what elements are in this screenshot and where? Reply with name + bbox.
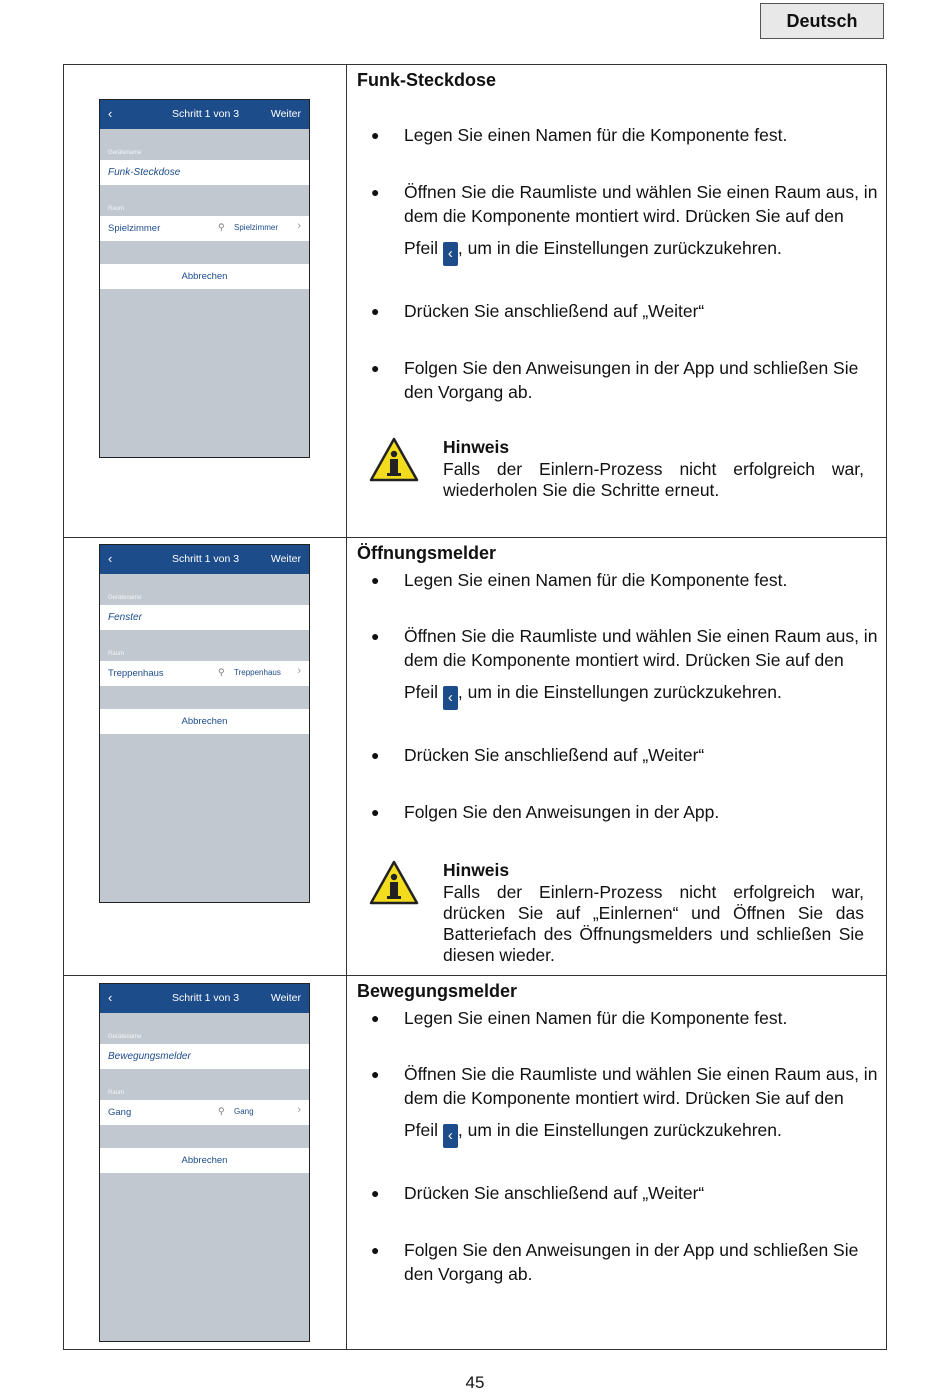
- app-header: [100, 100, 309, 129]
- device-name-field: Bewegungsmelder: [100, 1044, 309, 1069]
- section-row-oeffnungsmelder: [64, 538, 887, 976]
- language-tab: Deutsch: [760, 3, 884, 39]
- bullet-icon: ●: [371, 303, 380, 319]
- next-button: Weiter: [270, 553, 301, 565]
- room-icon: ⚲: [218, 667, 225, 677]
- list-item: ● Legen Sie einen Namen für die Komponente fest.: [371, 570, 788, 590]
- back-arrow-icon: ‹: [443, 242, 458, 266]
- step-list: [357, 568, 886, 824]
- room-value: Gang: [108, 1107, 132, 1118]
- cancel-button: Abbrechen: [100, 709, 309, 734]
- section-title: Bewegungsmelder: [357, 981, 518, 1001]
- bullet-icon: ●: [371, 1185, 380, 1201]
- list-item: ● Drücken Sie anschließend auf „Weiter“: [371, 301, 705, 321]
- device-name-field: Funk-Steckdose: [100, 160, 309, 185]
- list-item: ● Drücken Sie anschließend auf „Weiter“: [371, 745, 705, 765]
- name-section-label: Gerätename: [108, 150, 142, 156]
- phone-screenshot-cell: [64, 538, 347, 976]
- back-chevron-icon: ‹: [108, 551, 113, 566]
- next-button: Weiter: [270, 108, 301, 120]
- back-arrow-icon: ‹: [443, 1124, 458, 1148]
- chevron-right-icon: ›: [297, 220, 301, 232]
- note-text: Falls der Einlern-Prozess nicht erfolgreich war, drücken Sie auf „Einlernen“ und Öffnen Sie das Batteriefach des Öffnungsmelders und schließen Sie diesen wieder.: [443, 882, 864, 965]
- device-name-field: Fenster: [100, 605, 309, 630]
- room-row: [100, 216, 309, 241]
- section-row-funk-steckdose: [64, 65, 887, 538]
- name-section-label: Gerätename: [108, 595, 142, 601]
- phone-screenshot: [99, 99, 310, 458]
- list-item: ● Öffnen Sie die Raumliste und wählen Sie einen Raum aus, in dem die Komponente montiert wird. Drücken Sie auf den Pfeil ‹ , um in die Einstellungen zurückzukehren.: [357, 180, 886, 266]
- step-indicator: Schritt 1 von 3: [172, 992, 240, 1004]
- step-list: [357, 123, 886, 404]
- phone-screenshot: [99, 983, 310, 1342]
- bullet-icon: ●: [371, 360, 380, 376]
- back-arrow-icon: ‹: [443, 686, 458, 710]
- instruction-text-cell: [347, 65, 887, 538]
- room-selected: Treppenhaus: [234, 668, 281, 677]
- bullet-icon: ●: [371, 127, 380, 143]
- instruction-text-cell: [347, 976, 887, 1350]
- room-row: [100, 1100, 309, 1125]
- room-section-label: Raum: [108, 206, 125, 212]
- page-number: 45: [465, 1373, 485, 1392]
- room-selected: Gang: [234, 1107, 254, 1116]
- back-chevron-icon: ‹: [108, 106, 113, 121]
- bullet-icon: ●: [371, 804, 380, 820]
- chevron-right-icon: ›: [297, 665, 301, 677]
- room-icon: ⚲: [218, 1106, 225, 1116]
- instruction-table: [63, 64, 887, 1350]
- cancel-button: Abbrechen: [100, 264, 309, 289]
- warning-info-icon: [369, 437, 419, 483]
- warning-info-icon: [369, 860, 419, 906]
- room-selected: Spielzimmer: [234, 223, 279, 232]
- bullet-icon: ●: [371, 747, 380, 763]
- section-row-bewegungsmelder: [64, 976, 887, 1350]
- list-item: ● Folgen Sie den Anweisungen in der App und schließen Sie den Vorgang ab.: [371, 1240, 859, 1284]
- step-indicator: Schritt 1 von 3: [172, 553, 240, 565]
- room-section-label: Raum: [108, 1090, 125, 1096]
- list-item: ● Legen Sie einen Namen für die Komponente fest.: [371, 1008, 788, 1028]
- list-item: ● Öffnen Sie die Raumliste und wählen Sie einen Raum aus, in dem die Komponente montiert wird. Drücken Sie auf den Pfeil ‹ , um in die Einstellungen zurückzukehren.: [357, 624, 886, 710]
- bullet-icon: ●: [371, 184, 380, 200]
- bullet-icon: ●: [371, 628, 380, 644]
- room-value: Spielzimmer: [108, 223, 161, 234]
- back-chevron-icon: ‹: [108, 990, 113, 1005]
- bullet-icon: ●: [371, 1010, 380, 1026]
- bullet-icon: ●: [371, 572, 380, 588]
- phone-screenshot-cell: [64, 65, 347, 538]
- bullet-icon: ●: [371, 1242, 380, 1258]
- room-icon: ⚲: [218, 222, 225, 232]
- step-list: [357, 1006, 886, 1286]
- app-header: [100, 545, 309, 574]
- list-item: ● Öffnen Sie die Raumliste und wählen Sie einen Raum aus, in dem die Komponente montiert wird. Drücken Sie auf den Pfeil ‹ , um in die Einstellungen zurückzukehren.: [357, 1062, 886, 1148]
- chevron-right-icon: ›: [297, 1104, 301, 1116]
- list-item: ● Drücken Sie anschließend auf „Weiter“: [371, 1183, 705, 1203]
- section-title: Öffnungsmelder: [357, 543, 497, 563]
- bullet-icon: ●: [371, 1066, 380, 1082]
- list-item: ● Legen Sie einen Namen für die Komponente fest.: [371, 125, 788, 145]
- app-header: [100, 984, 309, 1013]
- room-value: Treppenhaus: [108, 668, 164, 679]
- note-title: Hinweis: [443, 437, 510, 457]
- list-item: ● Folgen Sie den Anweisungen in der App und schließen Sie den Vorgang ab.: [371, 358, 859, 402]
- list-item: ● Folgen Sie den Anweisungen in der App.: [371, 802, 720, 822]
- note-text: Falls der Einlern-Prozess nicht erfolgreich war, wiederholen Sie die Schritte erneut.: [443, 459, 864, 500]
- name-section-label: Gerätename: [108, 1034, 142, 1040]
- note-title: Hinweis: [443, 860, 510, 880]
- phone-screenshot: [99, 544, 310, 903]
- phone-screenshot-cell: [64, 976, 347, 1350]
- step-indicator: Schritt 1 von 3: [172, 108, 240, 120]
- section-title: Funk-Steckdose: [357, 70, 497, 90]
- next-button: Weiter: [270, 992, 301, 1004]
- cancel-button: Abbrechen: [100, 1148, 309, 1173]
- room-row: [100, 661, 309, 686]
- instruction-text-cell: [347, 538, 887, 976]
- room-section-label: Raum: [108, 651, 125, 657]
